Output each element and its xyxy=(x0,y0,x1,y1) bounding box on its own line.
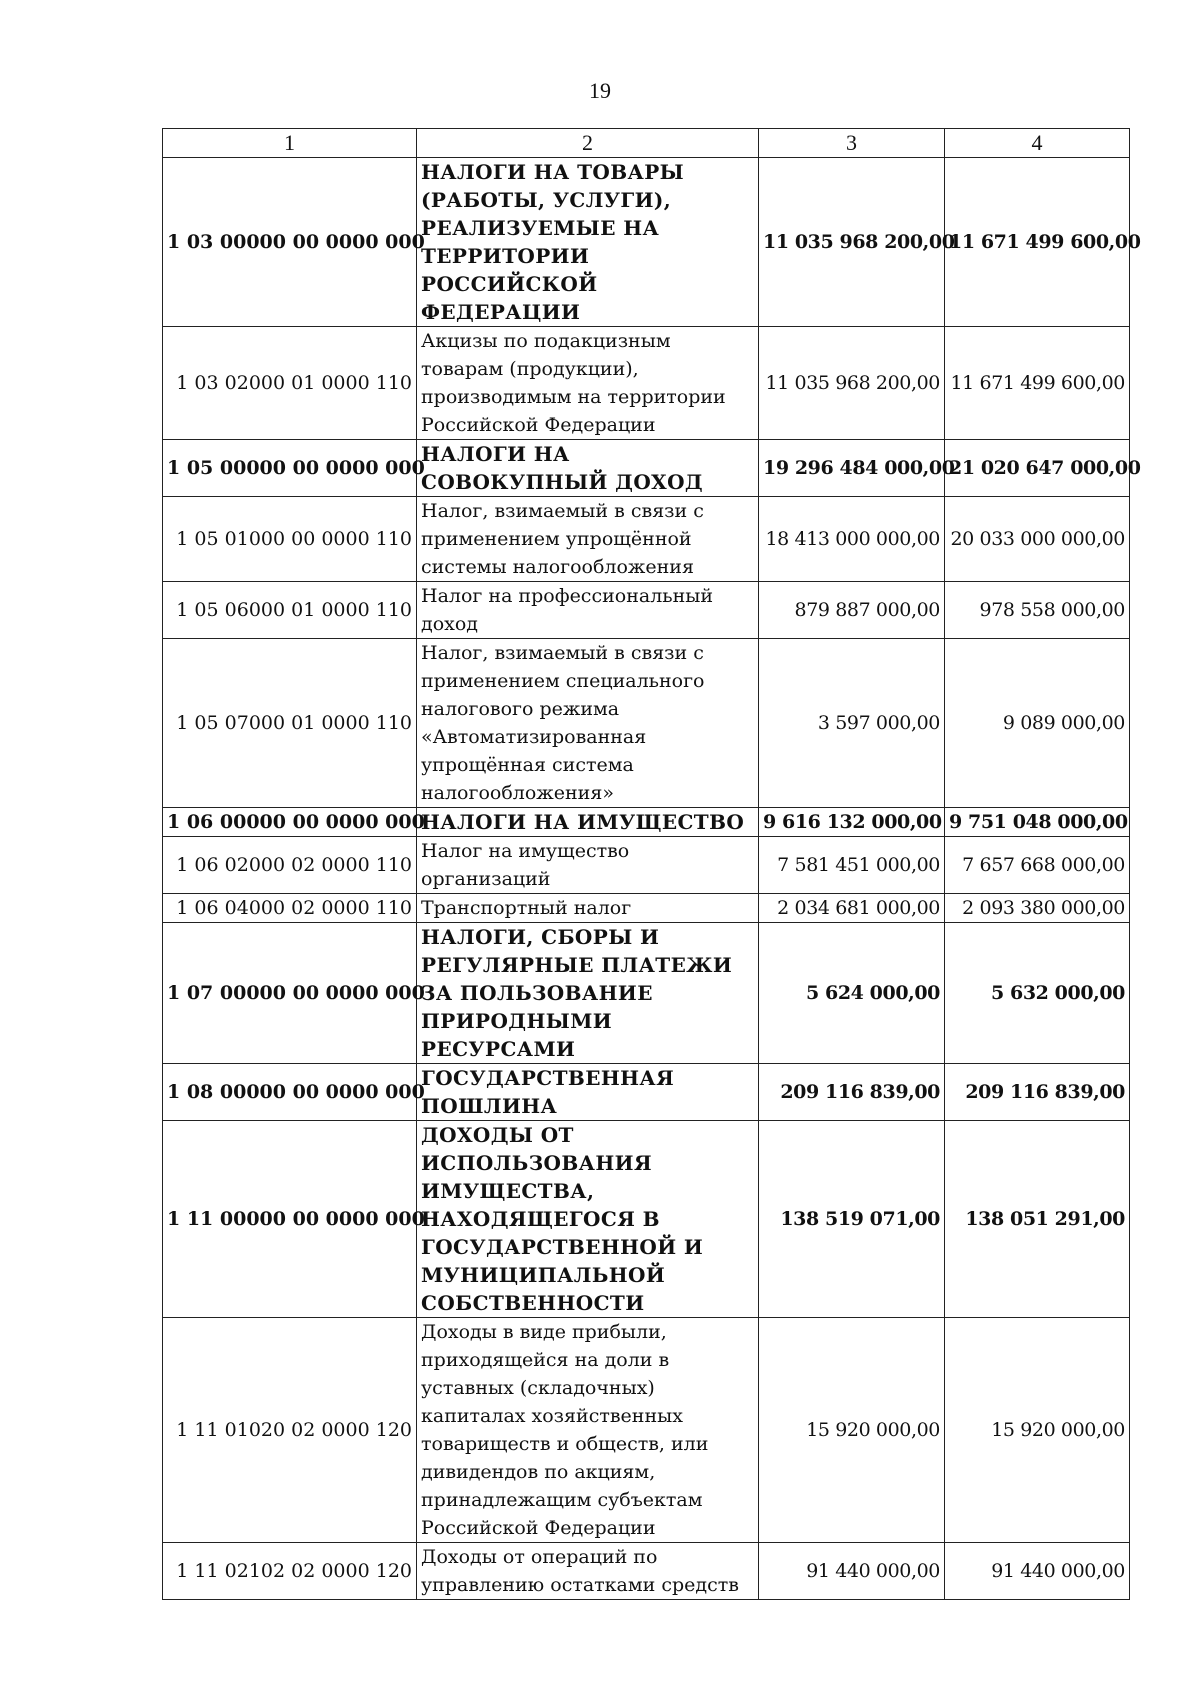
table-row xyxy=(163,1543,1130,1600)
table-row xyxy=(163,440,1130,497)
budget-code-cell: 1 05 07000 01 0000 110 xyxy=(163,639,417,808)
amount-col4-cell: 91 440 000,00 xyxy=(945,1543,1130,1600)
amount-col4-cell: 138 051 291,00 xyxy=(945,1121,1130,1318)
budget-code-cell: 1 05 00000 00 0000 000 xyxy=(163,440,417,497)
table-row xyxy=(163,1318,1130,1543)
table-row xyxy=(163,158,1130,327)
header-cell-3: 3 xyxy=(759,129,945,158)
amount-col4-cell: 5 632 000,00 xyxy=(945,923,1130,1064)
revenue-name-cell: ДОХОДЫ ОТ ИСПОЛЬЗОВАНИЯ ИМУЩЕСТВА, НАХОДЯЩЕГОСЯ В ГОСУДАРСТВЕННОЙ И МУНИЦИПАЛЬНОЙ СОБСТВЕННОСТИ xyxy=(417,1121,759,1318)
budget-revenue-table xyxy=(162,128,1141,1600)
amount-col4-cell: 11 671 499 600,00 xyxy=(945,327,1130,440)
revenue-name-cell: НАЛОГИ НА ТОВАРЫ (РАБОТЫ, УСЛУГИ), РЕАЛИЗУЕМЫЕ НА ТЕРРИТОРИИ РОССИЙСКОЙ ФЕДЕРАЦИИ xyxy=(417,158,759,327)
table-row xyxy=(163,497,1130,582)
amount-col4-cell: 209 116 839,00 xyxy=(945,1064,1130,1121)
page-number: 19 xyxy=(589,78,611,103)
table-row xyxy=(163,808,1130,837)
budget-code-cell: 1 11 00000 00 0000 000 xyxy=(163,1121,417,1318)
table-row xyxy=(163,1121,1130,1318)
table-row xyxy=(163,923,1130,1064)
table-row xyxy=(163,1064,1130,1121)
amount-col3-cell: 879 887 000,00 xyxy=(759,582,945,639)
revenue-name-cell: Налог, взимаемый в связи с применением специального налогового режима «Автоматизированная упрощённая система налогообложения» xyxy=(417,639,759,808)
table-header-row xyxy=(163,129,1130,158)
amount-col3-cell: 3 597 000,00 xyxy=(759,639,945,808)
revenue-name-cell: НАЛОГИ НА СОВОКУПНЫЙ ДОХОД xyxy=(417,440,759,497)
revenue-name-cell: ГОСУДАРСТВЕННАЯ ПОШЛИНА xyxy=(417,1064,759,1121)
amount-col3-cell: 18 413 000 000,00 xyxy=(759,497,945,582)
amount-col4-cell: 20 033 000 000,00 xyxy=(945,497,1130,582)
amount-col3-cell: 11 035 968 200,00 xyxy=(759,327,945,440)
revenue-name-cell: Налог на профессиональный доход xyxy=(417,582,759,639)
revenue-name-cell: Налог на имущество организаций xyxy=(417,837,759,894)
amount-col4-cell: 2 093 380 000,00 xyxy=(945,894,1130,923)
amount-col4-cell: 15 920 000,00 xyxy=(945,1318,1130,1543)
amount-col4-cell: 978 558 000,00 xyxy=(945,582,1130,639)
amount-col3-cell: 15 920 000,00 xyxy=(759,1318,945,1543)
revenue-name-cell: Акцизы по подакцизным товарам (продукции), производимым на территории Российской Федерации xyxy=(417,327,759,440)
amount-col4-cell: 9 089 000,00 xyxy=(945,639,1130,808)
amount-col4-cell: 21 020 647 000,00 xyxy=(945,440,1130,497)
amount-col4-cell: 9 751 048 000,00 xyxy=(945,808,1130,837)
budget-code-cell: 1 03 00000 00 0000 000 xyxy=(163,158,417,327)
table-row xyxy=(163,639,1130,808)
revenue-name-cell: Транспортный налог xyxy=(417,894,759,923)
amount-col3-cell: 9 616 132 000,00 xyxy=(759,808,945,837)
revenue-name-cell: Налог, взимаемый в связи с применением упрощённой системы налогообложения xyxy=(417,497,759,582)
amount-col4-cell: 7 657 668 000,00 xyxy=(945,837,1130,894)
amount-col3-cell: 91 440 000,00 xyxy=(759,1543,945,1600)
budget-code-cell: 1 07 00000 00 0000 000 xyxy=(163,923,417,1064)
header-cell-4: 4 xyxy=(945,129,1130,158)
amount-col3-cell: 5 624 000,00 xyxy=(759,923,945,1064)
amount-col3-cell: 7 581 451 000,00 xyxy=(759,837,945,894)
budget-code-cell: 1 06 04000 02 0000 110 xyxy=(163,894,417,923)
budget-code-cell: 1 11 01020 02 0000 120 xyxy=(163,1318,417,1543)
amount-col3-cell: 11 035 968 200,00 xyxy=(759,158,945,327)
budget-code-cell: 1 11 02102 02 0000 120 xyxy=(163,1543,417,1600)
table-row xyxy=(163,582,1130,639)
revenue-name-cell: НАЛОГИ, СБОРЫ И РЕГУЛЯРНЫЕ ПЛАТЕЖИ ЗА ПОЛЬЗОВАНИЕ ПРИРОДНЫМИ РЕСУРСАМИ xyxy=(417,923,759,1064)
amount-col3-cell: 19 296 484 000,00 xyxy=(759,440,945,497)
budget-code-cell: 1 06 00000 00 0000 000 xyxy=(163,808,417,837)
header-cell-1: 1 xyxy=(163,129,417,158)
budget-code-cell: 1 06 02000 02 0000 110 xyxy=(163,837,417,894)
revenue-name-cell: НАЛОГИ НА ИМУЩЕСТВО xyxy=(417,808,759,837)
amount-col3-cell: 209 116 839,00 xyxy=(759,1064,945,1121)
revenue-name-cell: Доходы от операций по управлению остатками средств xyxy=(417,1543,759,1600)
amount-col4-cell: 11 671 499 600,00 xyxy=(945,158,1130,327)
table-row xyxy=(163,327,1130,440)
header-cell-2: 2 xyxy=(417,129,759,158)
budget-code-cell: 1 08 00000 00 0000 000 xyxy=(163,1064,417,1121)
table-row xyxy=(163,837,1130,894)
budget-code-cell: 1 03 02000 01 0000 110 xyxy=(163,327,417,440)
revenue-name-cell: Доходы в виде прибыли, приходящейся на доли в уставных (складочных) капиталах хозяйственных товариществ и обществ, или дивидендов по акциям, принадлежащим субъектам Российской Федерации xyxy=(417,1318,759,1543)
budget-code-cell: 1 05 01000 00 0000 110 xyxy=(163,497,417,582)
budget-code-cell: 1 05 06000 01 0000 110 xyxy=(163,582,417,639)
amount-col3-cell: 2 034 681 000,00 xyxy=(759,894,945,923)
table-row xyxy=(163,894,1130,923)
amount-col3-cell: 138 519 071,00 xyxy=(759,1121,945,1318)
